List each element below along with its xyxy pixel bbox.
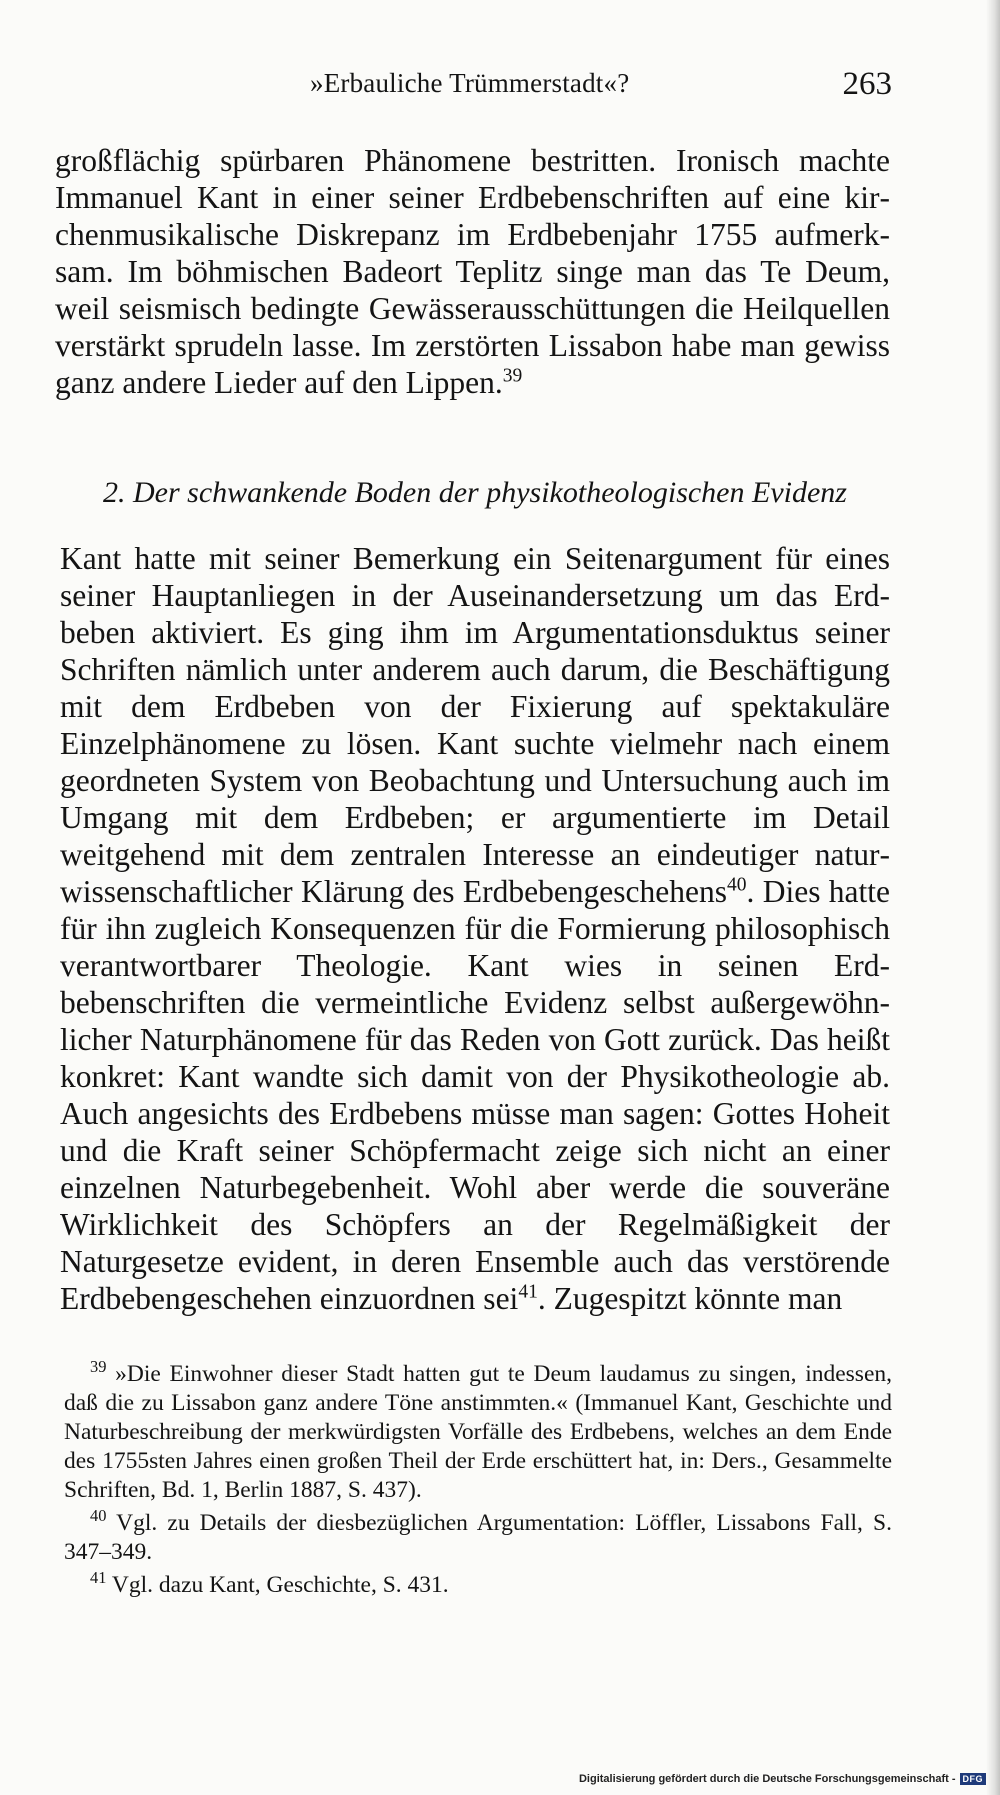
paragraph-2 [60, 540, 890, 1317]
page-edge-shadow [986, 0, 1000, 1795]
paragraph-1 [55, 142, 890, 401]
dfg-logo: DFG [960, 1773, 987, 1785]
paragraph-2-text-c: . Zugespitzt könnte man [537, 1281, 843, 1316]
footnote-40 [64, 1506, 892, 1567]
paragraph-1-text: großflächig spürbaren Phänomene bestritten. Ironisch machte Immanuel Kant in einer seiner Erdbebenschriften auf eine kirchenmusikalische Diskrepanz im Erdbebenjahr 1755 aufmerksam. Im böhmischen Badeort Teplitz singe man das Te Deum, weil seismisch bedingte Gewässerausschüttungen die Heilquellen verstärkt sprudeln lasse. Im zerstörten Lissabon habe man gewiss ganz andere Lieder auf den Lippen. [55, 143, 890, 400]
page-number: 263 [842, 66, 892, 102]
section-heading: 2. Der schwankende Boden der physikotheologischen Evidenz [103, 476, 847, 509]
footnote-39 [64, 1357, 893, 1505]
digitization-footer [579, 1773, 986, 1785]
paragraph-2-text-b: . Dies hatte für ihn zugleich Konsequenzen für die Formierung philosophisch verantwortbarer Theologie. Kant wies in seinen Erdbebenschriften die vermeintliche Evidenz selbst außergewöhnlicher Naturphänomene für das Reden von Gott zurück. Das heißt konkret: Kant wandte sich damit von der Physikotheologie ab. Auch angesichts des Erdbebens müsse man sagen: Gottes Hoheit und die Kraft seiner Schöpfermacht zeige sich nicht an einer einzelnen Naturbegebenheit. Wohl aber werde die souveräne Wirklichkeit des Schöpfers an der Regelmäßigkeit der Naturgesetze evident, in deren Ensemble auch das verstörende Erdbebengeschehen einzuordnen sei [60, 874, 890, 1316]
footnote-41 [64, 1568, 892, 1600]
footnote-text: »Die Einwohner dieser Stadt hatten gut te Deum laudamus zu singen, indessen, daß die zu Lissabon ganz andere Töne anstimmten.« (Immanuel Kant, Geschichte und Naturbeschreibung der merkwürdigsten Vorfälle des Erdbebens, welches an dem Ende des 1755sten Jahres einen großen Theil der Erde erschüttert hat, in: Ders., Gesammelte Schriften, Bd. 1, Berlin 1887, S. 437). [64, 1361, 893, 1503]
footnote-text: Vgl. zu Details der diesbezüglichen Argumentation: Löffler, Lissabons Fall, S. 347–349. [64, 1510, 892, 1565]
footnote-number: 40 [90, 1506, 107, 1526]
footnote-text: Vgl. dazu Kant, Geschichte, S. 431. [111, 1572, 449, 1598]
footnotes [64, 1357, 893, 1604]
footnote-ref-39[interactable]: 39 [502, 365, 523, 387]
footnote-ref-40[interactable]: 40 [727, 874, 747, 896]
paragraph-2-text-a: Kant hatte mit seiner Bemerkung ein Seitenargument für eines seiner Hauptanliegen in der Auseinandersetzung um das Erdbeben aktiviert. Es ging ihm im Argumentationsduktus seiner Schriften nämlich unter anderem auch darum, die Beschäftigung mit dem Erdbeben von der Fixierung auf spektakuläre Einzelphänomene zu lösen. Kant suchte vielmehr nach einem geordneten System von Beobachtung und Untersuchung auch im Umgang mit dem Erdbeben; er argumentierte im Detail weitgehend mit dem zentralen Interesse an eindeutiger naturwissenschaftlicher Klärung des Erdbebengeschehens [60, 541, 890, 909]
running-head: »Erbauliche Trümmerstadt«? [310, 68, 630, 98]
footnote-number: 41 [90, 1568, 107, 1588]
footnote-number: 39 [90, 1357, 107, 1377]
footnote-ref-41[interactable]: 41 [518, 1281, 538, 1303]
footer-text: Digitalisierung gefördert durch die Deutsche Forschungsgemeinschaft - [578, 1773, 956, 1785]
